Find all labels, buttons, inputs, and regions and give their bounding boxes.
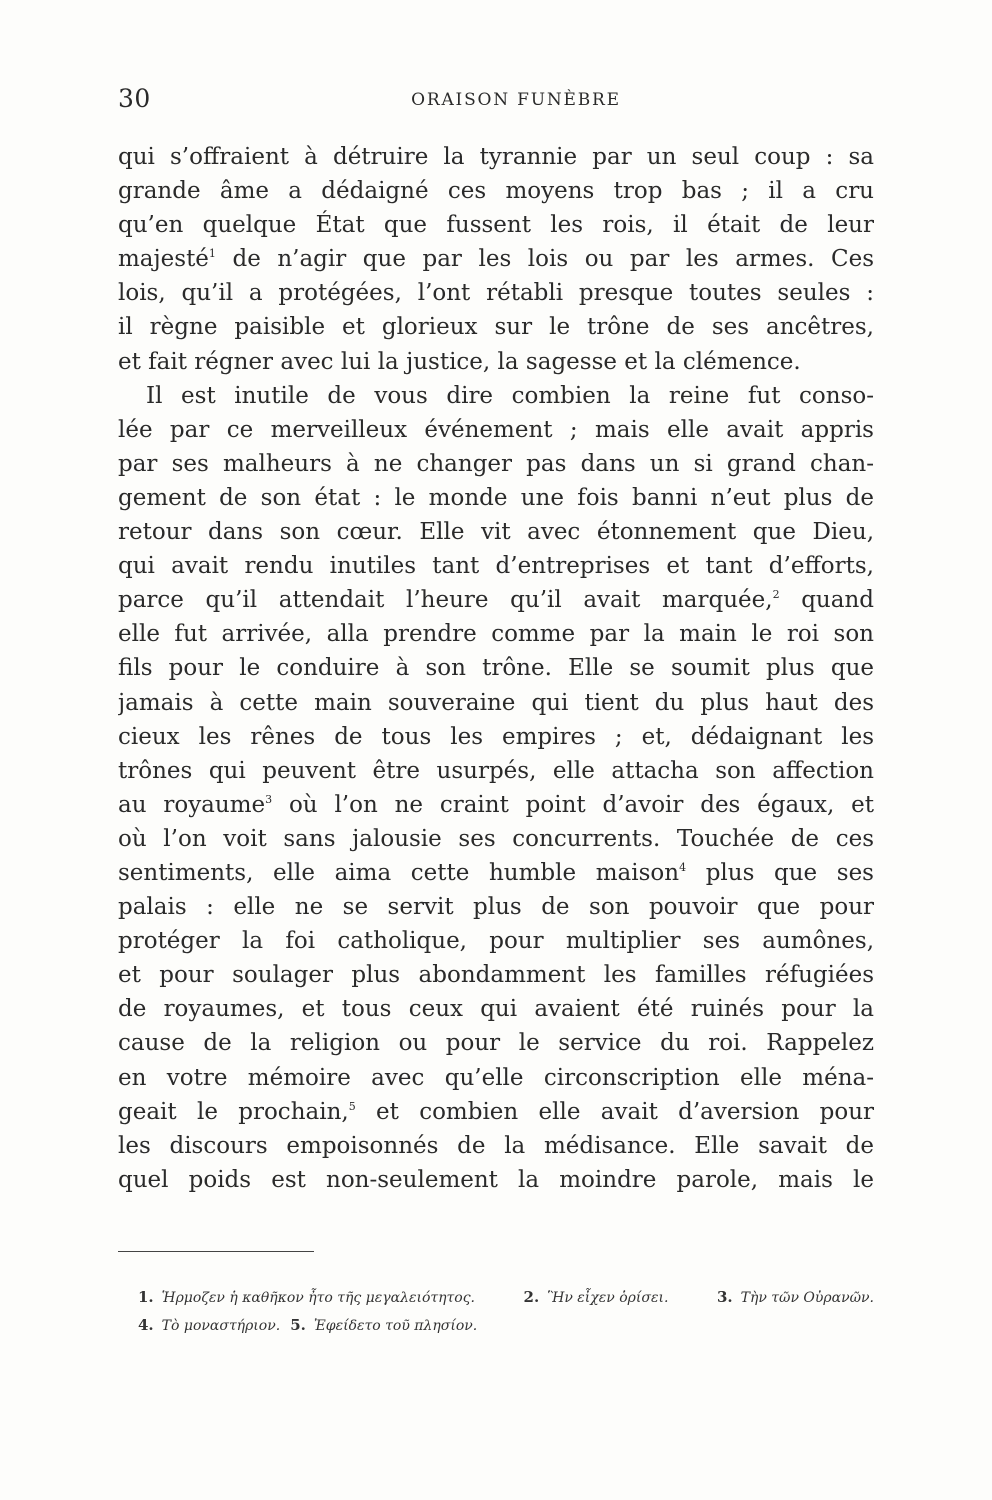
footnote-text: Τὴν τῶν Οὐρανῶν.: [740, 1290, 874, 1306]
footnote-number: 1.: [138, 1288, 154, 1306]
text-line: retour dans son cœur. Elle vit avec étonnement que Dieu,: [118, 519, 874, 546]
text-line: et fait régner avec lui la justice, la sagesse et la clémence.: [118, 348, 801, 375]
text-line: Il est inutile de vous dire combien la reine fut conso-: [146, 382, 874, 409]
footnote-3: [717, 1283, 874, 1311]
text-segment: quand: [779, 587, 874, 614]
text-line: et pour soulager plus abondamment les familles réfugiées: [118, 962, 874, 989]
footnote-row: [138, 1311, 874, 1339]
page-header: [118, 84, 874, 116]
text-line: qui s’offraient à détruire la tyrannie par un seul coup : sa: [118, 144, 874, 170]
footnote-4: [138, 1311, 280, 1339]
text-line: [118, 788, 874, 822]
text-line: qu’en quelque État que fussent les rois, il était de leur: [118, 212, 874, 239]
footnote-number: 2.: [523, 1288, 540, 1306]
footnotes: [138, 1283, 874, 1339]
footnote-number: 3.: [716, 1288, 733, 1306]
text-line: lée par ce merveilleux événement ; mais elle avait appris: [118, 416, 874, 443]
text-line: cause de la religion ou pour le service du roi. Rappelez: [118, 1030, 874, 1057]
text-line: les discours empoisonnés de la médisance. Elle savait de: [118, 1132, 874, 1159]
text-segment: parce qu’il attendait l’heure qu’il avait marquée,: [118, 587, 773, 614]
footnote-ref[interactable]: 3: [265, 792, 273, 806]
text-segment: majesté: [118, 246, 209, 273]
footnote-row: [138, 1283, 874, 1311]
footnote-text: Ἐφείδετο τοῦ πλησίον.: [313, 1318, 478, 1334]
text-line: de royaumes, et tous ceux qui avaient été ruinés pour la: [118, 996, 874, 1023]
text-line: gement de son état : le monde une fois banni n’eut plus de: [118, 484, 874, 511]
text-line: jamais à cette main souveraine qui tient du plus haut des: [118, 689, 874, 716]
text-line: [118, 856, 874, 890]
text-line: elle fut arrivée, alla prendre comme par la main le roi son: [118, 621, 874, 648]
footnote-5: [290, 1311, 477, 1339]
text-line: protéger la foi catholique, pour multiplier ses aumônes,: [118, 928, 874, 955]
footnote-ref[interactable]: 5: [348, 1099, 356, 1113]
text-segment: plus que ses: [686, 859, 874, 886]
page-number: 30: [118, 84, 151, 113]
footnote-number: 5.: [290, 1316, 306, 1334]
footnote-ref[interactable]: 2: [772, 588, 780, 602]
text-segment: sentiments, elle aima cette humble maison: [118, 859, 680, 886]
running-title: ORAISON FUNÈBRE: [411, 90, 621, 110]
body-text: [118, 140, 874, 1197]
text-line: quel poids est non-seulement la moindre parole, mais le: [118, 1166, 874, 1193]
footnote-text: Ἣν εἶχεν ὁρίσει.: [547, 1290, 669, 1306]
text-line: lois, qu’il a protégées, l’ont rétabli presque toutes seules :: [118, 280, 874, 307]
footnote-ref[interactable]: 1: [208, 247, 216, 261]
text-line: grande âme a dédaigné ces moyens trop bas ; il a cru: [118, 178, 874, 205]
text-line: cieux les rênes de tous les empires ; et, dédaignant les: [118, 723, 874, 750]
text-line: où l’on voit sans jalousie ses concurrents. Touchée de ces: [118, 825, 874, 852]
footnote-text: Ἡρμοζεν ἡ καθῆκον ἦτο τῆς μεγαλειότητος.: [161, 1290, 476, 1306]
footnote-ref[interactable]: 4: [679, 860, 687, 874]
text-line: par ses malheurs à ne changer pas dans un si grand chan-: [118, 450, 874, 477]
text-line: qui avait rendu inutiles tant d’entreprises et tant d’efforts,: [118, 553, 874, 580]
text-line: en votre mémoire avec qu’elle circonscription elle ména-: [118, 1064, 874, 1091]
footnote-divider: [118, 1251, 314, 1252]
footnote-text: Τὸ μοναστήριον.: [161, 1318, 281, 1334]
text-segment: où l’on ne craint point d’avoir des égaux, et: [272, 791, 874, 818]
text-line: [118, 583, 874, 617]
text-line: palais : elle ne se servit plus de son pouvoir que pour: [118, 894, 874, 921]
text-segment: de n’agir que par les lois ou par les armes. Ces: [215, 246, 874, 273]
text-line: [118, 1095, 874, 1129]
text-segment: au royaume: [118, 791, 266, 818]
footnote-number: 4.: [138, 1316, 154, 1334]
text-line: trônes qui peuvent être usurpés, elle attacha son affection: [118, 757, 874, 784]
text-line: fils pour le conduire à son trône. Elle se soumit plus que: [118, 655, 874, 682]
footnote-1: [138, 1283, 475, 1311]
footnote-2: [524, 1283, 669, 1311]
text-line: il règne paisible et glorieux sur le trône de ses ancêtres,: [118, 314, 874, 341]
text-segment: geait le prochain,: [118, 1098, 349, 1125]
text-line: [118, 242, 874, 276]
text-segment: et combien elle avait d’aversion pour: [355, 1098, 874, 1125]
